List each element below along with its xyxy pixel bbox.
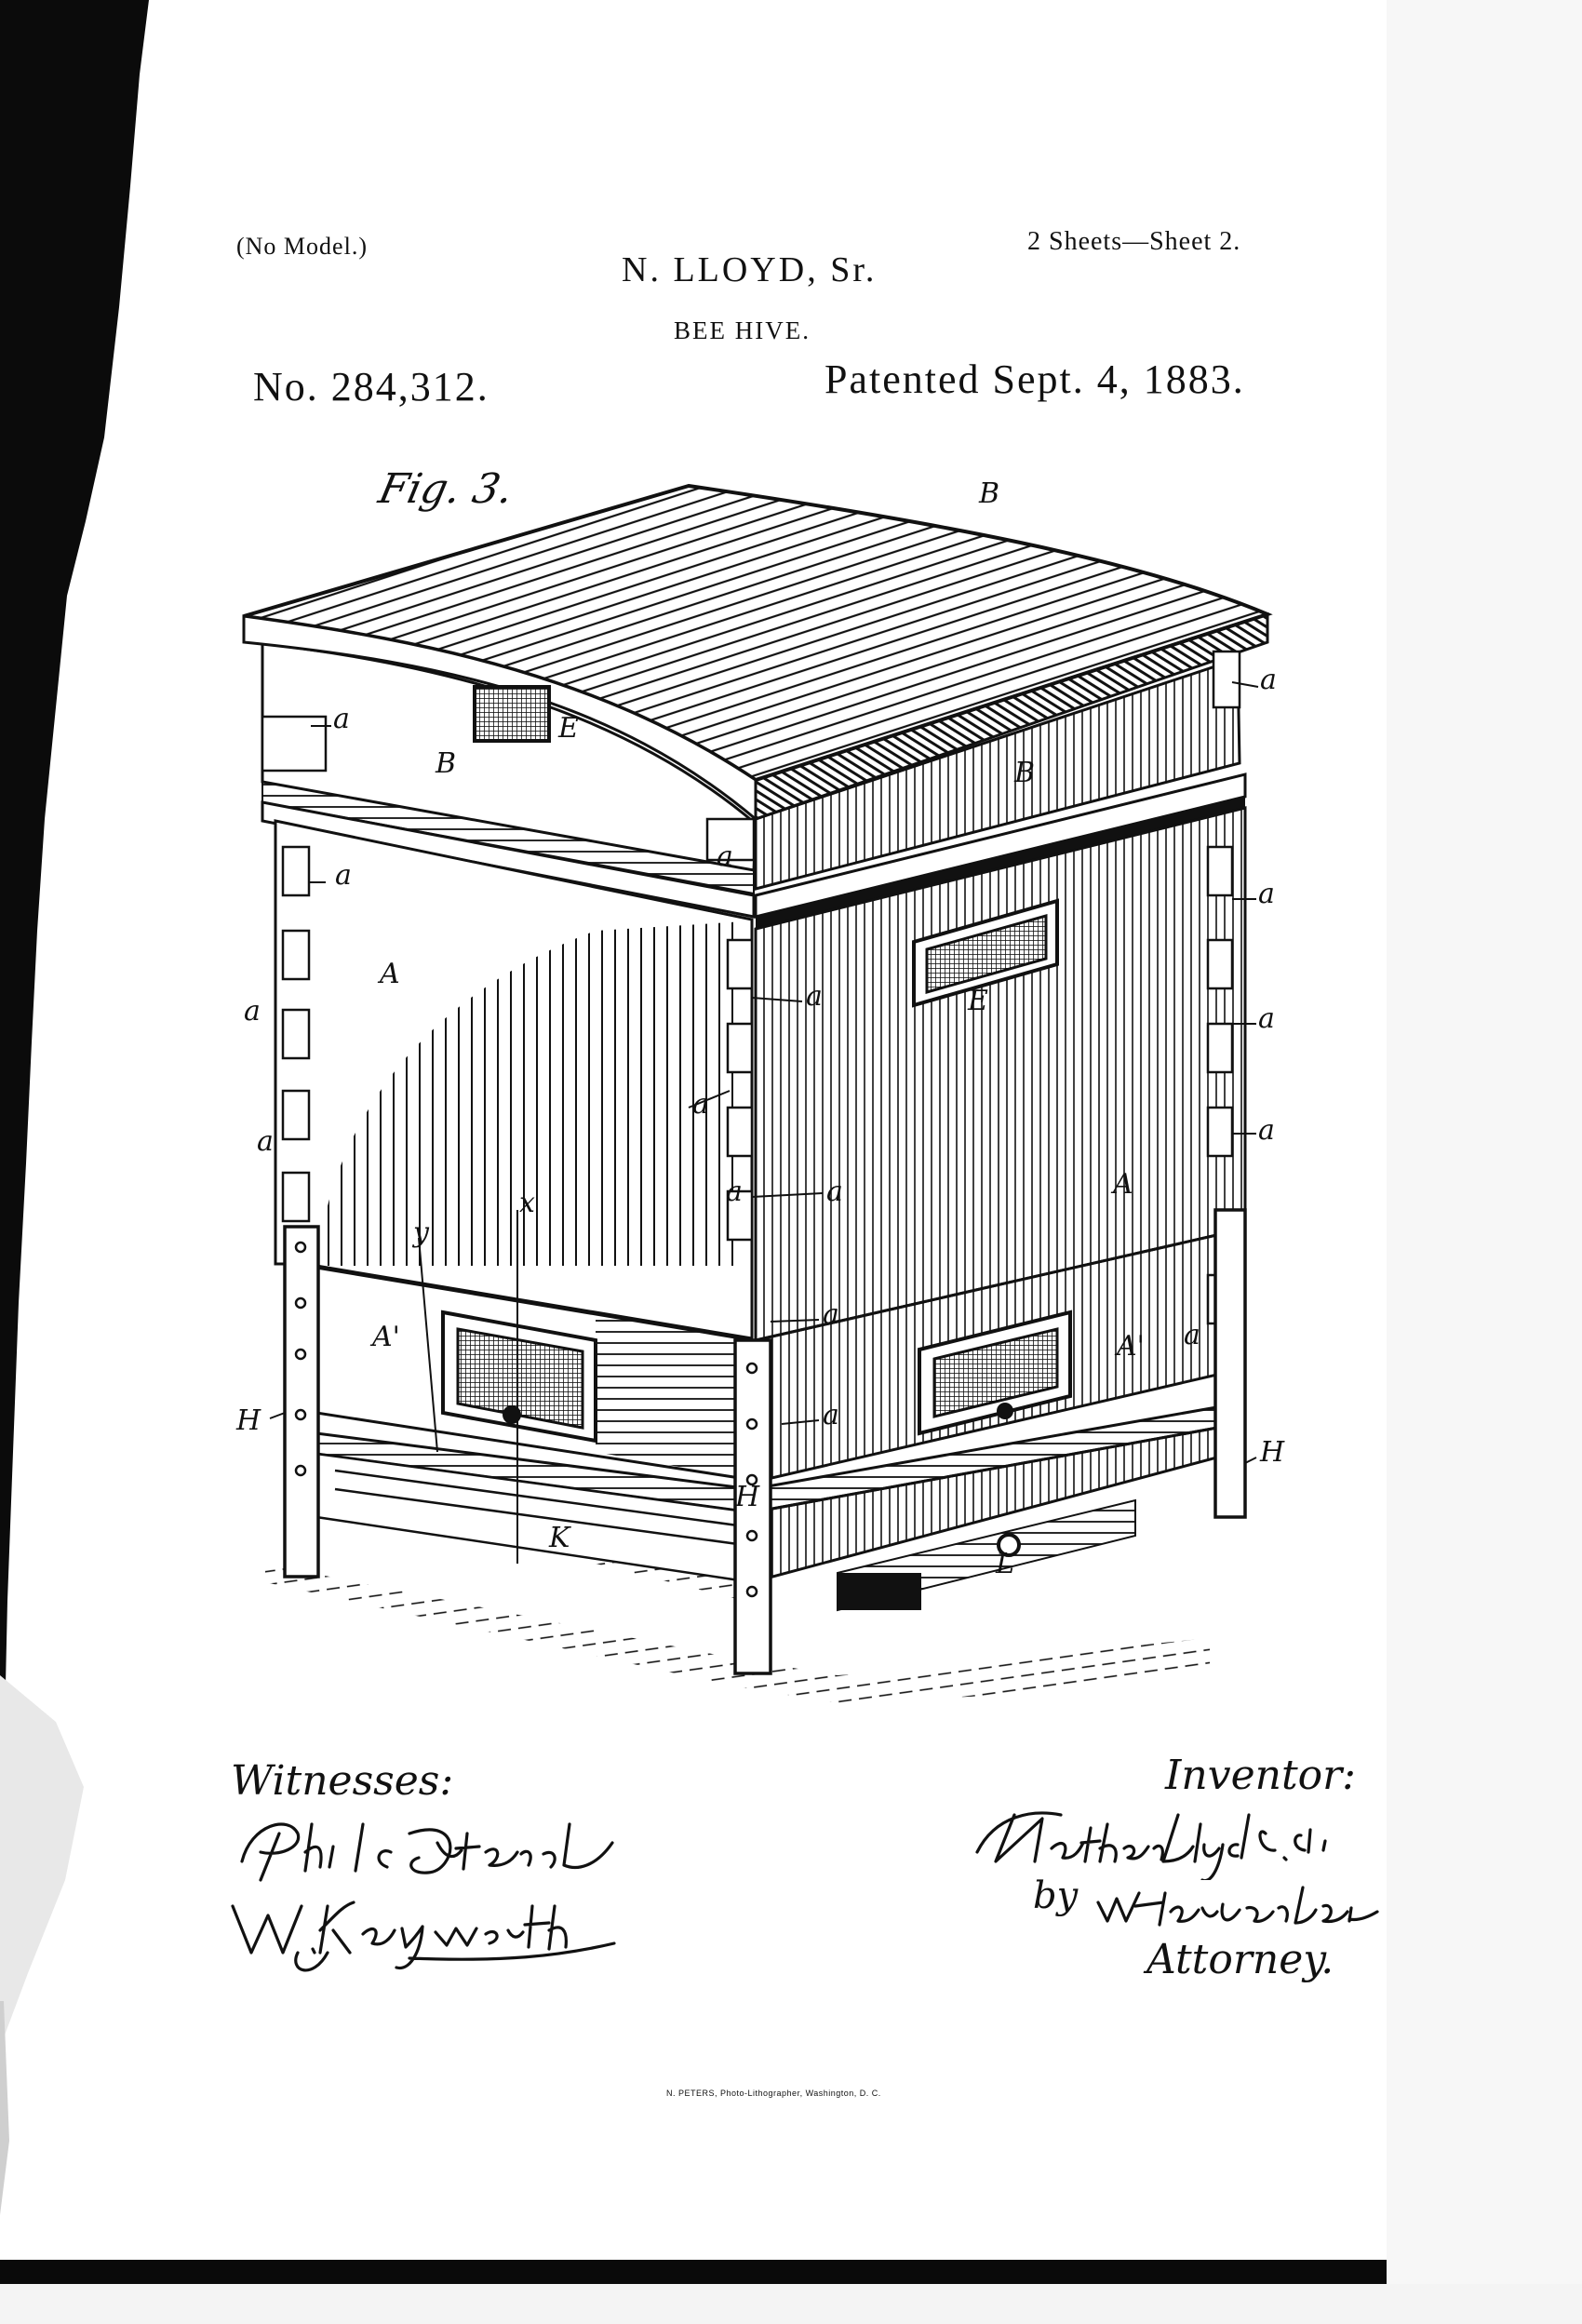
- witness-signature-2: [223, 1878, 633, 1981]
- inventor-heading: N. LLOYD, Sr.: [622, 250, 878, 289]
- label-A1-right: A': [1117, 1330, 1145, 1363]
- patented-date: Patented Sept. 4, 1883.: [825, 356, 1245, 402]
- label-A-left: A: [380, 958, 400, 990]
- attorney-signature: [1079, 1865, 1387, 1949]
- printer-credit: N. PETERS, Photo-Lithographer, Washington, D. C.: [666, 2089, 881, 2098]
- svg-text:a: a: [823, 1298, 839, 1331]
- svg-text:a: a: [1184, 1319, 1200, 1351]
- svg-text:a: a: [726, 1175, 743, 1208]
- label-H-right: H: [1260, 1436, 1285, 1469]
- leg-front-left: [285, 1227, 318, 1577]
- svg-text:a: a: [257, 1125, 274, 1158]
- roof-vent: [475, 687, 549, 741]
- label-A1-left: A': [372, 1321, 400, 1353]
- label-B-side: B: [1014, 757, 1036, 789]
- label-H-left: H: [236, 1404, 261, 1437]
- svg-text:a: a: [717, 840, 733, 873]
- attorney-label: Attorney.: [1146, 1936, 1334, 1983]
- svg-text:a: a: [806, 980, 823, 1013]
- svg-text:a: a: [1258, 1114, 1275, 1147]
- svg-text:a: a: [1258, 1002, 1275, 1035]
- figure-label: Fig. 3.: [374, 465, 518, 513]
- label-B-gable: B: [436, 747, 457, 780]
- label-y: y: [413, 1216, 429, 1249]
- label-K: K: [549, 1522, 570, 1554]
- label-E-roof: E: [558, 712, 579, 745]
- svg-text:a: a: [823, 1399, 839, 1431]
- label-A-right: A: [1113, 1168, 1133, 1201]
- svg-text:a: a: [335, 859, 352, 892]
- label-B-top: B: [979, 477, 1000, 510]
- witness-signature-1: [223, 1806, 633, 1889]
- by-label: by: [1033, 1874, 1079, 1917]
- leg-back-right: [1215, 1210, 1245, 1517]
- svg-text:a: a: [826, 1175, 843, 1208]
- svg-text:a: a: [333, 703, 350, 735]
- label-E-side: E: [968, 985, 988, 1017]
- invention-title: BEE HIVE.: [674, 316, 811, 344]
- label-H-center: H: [735, 1481, 760, 1513]
- svg-text:a: a: [1260, 664, 1277, 696]
- sheet-count: 2 Sheets—Sheet 2.: [1027, 227, 1241, 256]
- patent-number: No. 284,312.: [253, 364, 489, 410]
- inventor-label: Inventor:: [1165, 1752, 1356, 1799]
- label-x: x: [519, 1187, 535, 1219]
- label-L: L: [996, 1548, 1014, 1580]
- svg-text:a: a: [244, 995, 261, 1028]
- model-note: (No Model.): [236, 233, 368, 260]
- svg-text:a: a: [1258, 878, 1275, 910]
- svg-text:a: a: [692, 1088, 709, 1121]
- witnesses-label: Witnesses:: [231, 1757, 454, 1805]
